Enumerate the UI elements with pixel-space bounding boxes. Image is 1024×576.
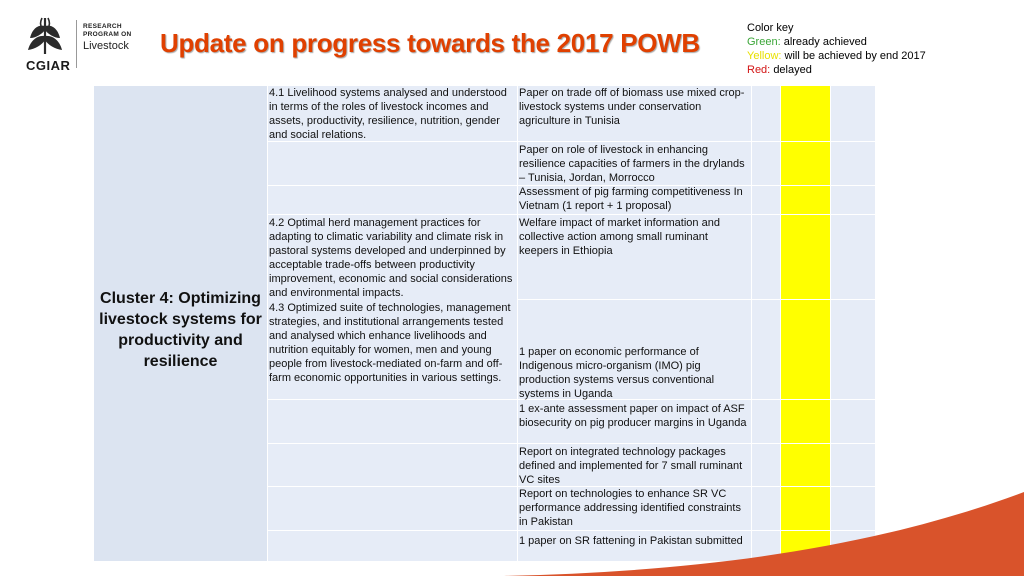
row-divider (267, 214, 875, 215)
product-cell: 1 ex-ante assessment paper on impact of ASF biosecurity on pig producer margins in Uganda (519, 403, 747, 430)
row-divider (517, 299, 875, 300)
cluster-label: Cluster 4: Optimizing livestock systems for productivity and resilience (99, 289, 262, 370)
logo-divider (76, 20, 77, 68)
col-divider (267, 86, 268, 561)
cgiar-livestock-logo (22, 14, 152, 74)
red-text: delayed (773, 64, 812, 76)
green-text: already achieved (783, 36, 867, 48)
color-key-green (747, 35, 926, 49)
program-name (83, 23, 132, 53)
program-line-3: Livestock (83, 40, 129, 52)
cluster-cell (94, 86, 267, 561)
product-cell: 1 paper on economic performance of Indigenous micro-organism (IMO) pig production systems versus conventional systems in Uganda (519, 346, 715, 401)
product-cell: Report on integrated technology packages defined and implemented for 7 small ruminant VC sites (519, 446, 743, 487)
row-divider (267, 443, 875, 444)
color-key-red (747, 63, 926, 77)
outcome-cell: 4.3 Optimized suite of technologies, management strategies, and institutional arrangements tested and analysed which enhance livelihoods and nutrition equitably for women, men and young people from livestock-mediated on-farm and off-farm economic opportunities in various settings. (269, 302, 511, 385)
slide-title: Update on progress towards the 2017 POWB (160, 28, 700, 58)
product-cell: Report on technologies to enhance SR VC performance addressing identified constraints in Pakistan (519, 488, 741, 529)
color-key-yellow (747, 49, 926, 63)
red-label: Red: (747, 64, 771, 76)
product-cell: Paper on role of livestock in enhancing resilience capacities of farmers in the drylands – Tunisia, Jordan, Morrocco (519, 144, 745, 185)
cgiar-wordmark: CGIAR (26, 58, 71, 73)
green-label: Green: (747, 36, 781, 48)
product-cell: Assessment of pig farming competitiveness In Vietnam (1 report + 1 proposal) (519, 186, 743, 213)
corner-swoosh-decoration (504, 486, 1024, 576)
program-line-2: PROGRAM ON (83, 31, 132, 38)
product-cell: Paper on trade off of biomass use mixed crop-livestock systems under conservation agriculture in Tunisia (519, 87, 745, 128)
yellow-text: will be achieved by end 2017 (784, 50, 926, 62)
yellow-label: Yellow: (747, 50, 782, 62)
color-key-heading: Color key (747, 22, 794, 34)
product-cell: 1 paper on SR fattening in Pakistan submitted (519, 535, 743, 547)
program-line-1: RESEARCH (83, 23, 122, 30)
outcome-cell: 4.1 Livelihood systems analysed and understood in terms of the roles of livestock incomes and assets, productivity, resilience, nutrition, gender and social relations. (269, 87, 507, 142)
outcome-cell: 4.2 Optimal herd management practices for adapting to climatic variability and climate risk in pastoral systems developed and underpinned by acceptable trade-offs between productivity improvement, economic and social considerations and environmental impacts. (269, 217, 513, 300)
color-key (747, 21, 926, 77)
product-cell: Welfare impact of market information and collective action among small ruminant keepers in Ethiopia (519, 217, 720, 258)
